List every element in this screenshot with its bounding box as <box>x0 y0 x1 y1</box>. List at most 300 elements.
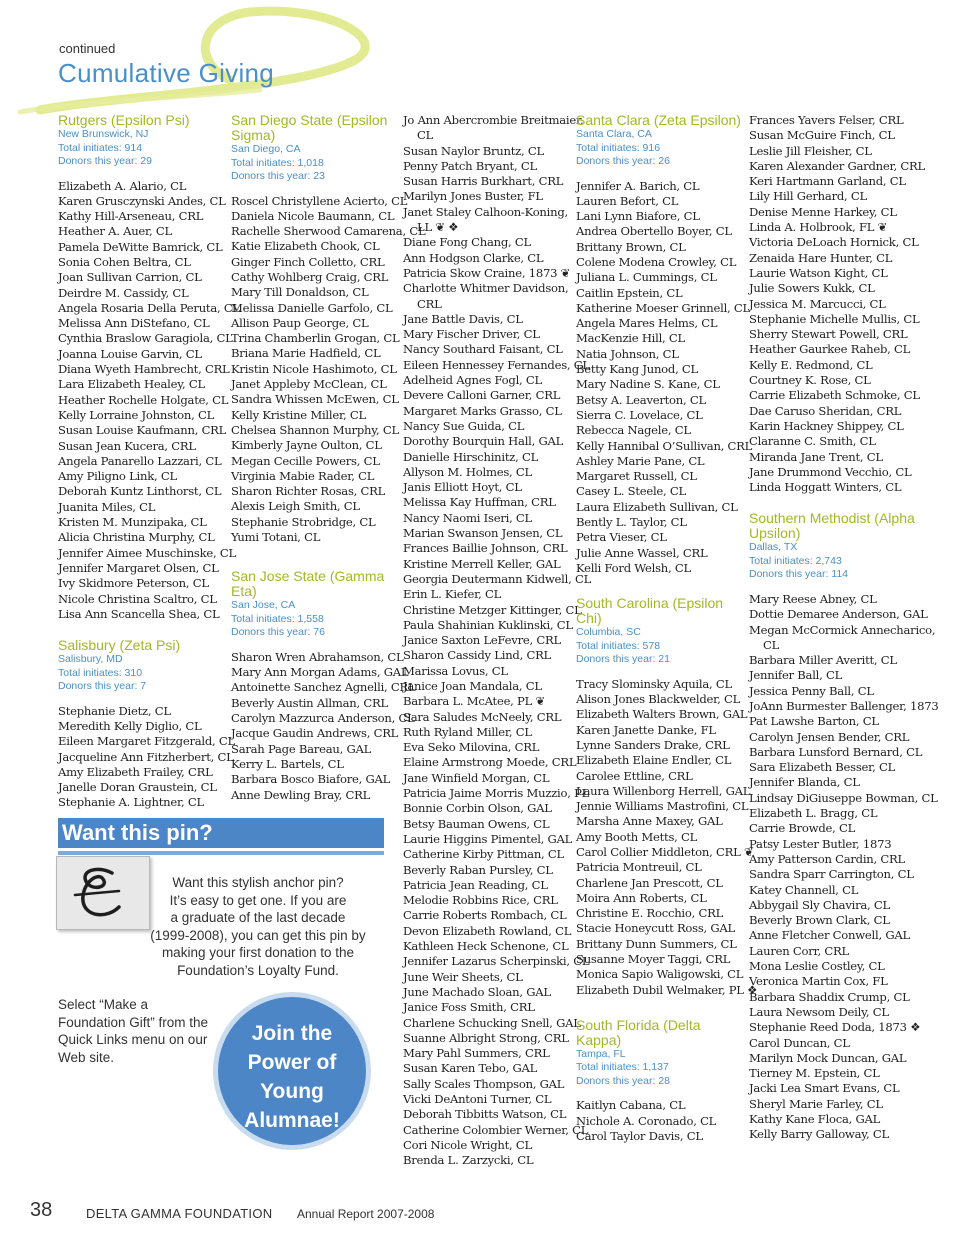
donor-name: Jane Winfield Morgan, CL <box>403 770 550 785</box>
chapter-initiates: Total initiates: 916 <box>576 141 661 154</box>
donor-name: MacKenzie Hill, CL <box>576 331 685 346</box>
pin-banner <box>58 818 384 848</box>
donor-name: Kaitlyn Cabana, CL <box>576 1098 686 1113</box>
donor-name: Melissa Kay Huffman, CRL <box>403 495 556 510</box>
donor-name: Elaine Armstrong Moede, CRL <box>403 755 577 770</box>
donor-name: Amy Piligno Link, CL <box>58 469 177 484</box>
donor-list <box>576 178 753 577</box>
donor-name: Pat Lawshe Barton, CL <box>749 714 879 729</box>
donor-name: Janis Elliott Hoyt, CL <box>403 480 522 495</box>
donor-name: Ivy Skidmore Peterson, CL <box>58 576 209 591</box>
chapter-block <box>58 112 240 622</box>
donor-name: Katherine Moeser Grinnell, CL <box>576 300 750 315</box>
donor-name: Lara Elizabeth Healey, CL <box>58 377 205 392</box>
donor-name: Beverly Raban Pursley, CL <box>403 862 553 877</box>
donor-name: Susan Naylor Bruntz, CL <box>403 143 544 158</box>
donor-name: Mary Till Donaldson, CL <box>231 285 369 300</box>
donor-name: Victoria DeLoach Hornick, CL <box>749 235 919 250</box>
donor-name: Catherine Kirby Pittman, CL <box>403 847 564 862</box>
donor-name: Lynne Sanders Drake, CRL <box>576 737 730 752</box>
donor-name: Kristen M. Munzipaka, CL <box>58 515 207 530</box>
chapter-block <box>231 112 426 545</box>
donor-name: Betsy Bauman Owens, CL <box>403 816 550 831</box>
donor-name: Virginia Mabie Rader, CL <box>231 468 375 483</box>
donor-name: Briana Marie Hadfield, CL <box>231 346 381 361</box>
donor-name: Jennifer Lazarus Scherpinski, CL <box>403 954 590 969</box>
donor-name: Patricia Montreuil, CL <box>576 860 702 875</box>
donor-name: Abbygail Sly Chavira, CL <box>749 897 890 912</box>
page-number: 38 <box>30 1199 53 1221</box>
donor-name: Jennifer Margaret Olsen, CL <box>58 560 219 575</box>
donor-name: CRL <box>417 296 442 311</box>
donor-name: Stephanie Dietz, CL <box>58 703 171 718</box>
donor-name: Kelly Hannibal O’Sullivan, CRL <box>576 438 753 453</box>
donor-name: Carrie Roberts Rombach, CL <box>403 908 567 923</box>
donor-name: Stephanie Strobridge, CL <box>231 514 376 529</box>
chapter-initiates: Total initiates: 310 <box>58 666 143 679</box>
donor-name: Janet Appleby McClean, CL <box>231 377 387 392</box>
donor-name: Cynthia Braslow Garagiola, CL <box>58 331 233 346</box>
donor-name: Zenaida Hare Hunter, CL <box>749 250 893 265</box>
donor-name: Daniela Nicole Baumann, CL <box>231 208 395 223</box>
donor-name: Jane Drummond Vecchio, CL <box>749 464 912 479</box>
chapter-title: South Florida (Delta Kappa) <box>576 1016 701 1048</box>
pin-description-line: (1999-2008), you can get this pin by <box>150 927 366 943</box>
donor-name: Antoinette Sanchez Agnelli, CRL <box>231 680 416 695</box>
donor-name: Laura Willenborg Herrell, GAL <box>576 783 751 798</box>
donor-name: Sierra C. Lovelace, CL <box>576 407 703 422</box>
donor-name: Carolyn Jensen Bender, CRL <box>749 729 910 744</box>
donor-name: Janet Staley Calhoon-Koning, <box>403 204 568 219</box>
donor-name: Karin Hackney Shippey, CL <box>749 418 904 433</box>
donor-name: Stacie Honeycutt Ross, GAL <box>576 921 736 936</box>
donor-name: Jennie Williams Mastrofini, CL <box>576 799 749 814</box>
pin-description-line: making your first donation to the <box>161 945 355 960</box>
chapter-block <box>403 113 592 1168</box>
footer-report: Annual Report 2007-2008 <box>297 1207 435 1221</box>
donor-name: Laura Newsom Deily, CL <box>749 1004 889 1019</box>
column-3 <box>403 113 592 1168</box>
donor-list <box>231 193 426 546</box>
pin-instructions: Select “Make a Foundation Gift” from the Quick Links menu on our Web site. <box>58 997 209 1065</box>
chapter-block <box>576 1018 746 1144</box>
chapter-location: San Diego, CA <box>231 143 301 155</box>
join-badge-line: Young <box>260 1080 324 1103</box>
donor-name: Charlene Jan Prescott, CL <box>576 875 723 890</box>
chapter-location: Salisbury, MD <box>58 653 123 666</box>
donor-name: Trina Chamberlin Grogan, CL <box>231 331 400 346</box>
donor-name: Kelly Lorraine Johnston, CL <box>58 407 215 422</box>
donor-name: Ruth Ryland Miller, CL <box>403 724 532 739</box>
donor-name: Carrie Elizabeth Schmoke, CL <box>749 388 920 403</box>
donor-name: Margaret Russell, CL <box>576 469 697 484</box>
anchor-pin-image <box>56 856 150 930</box>
donor-list <box>231 649 416 803</box>
chapter-donors: Donors this year: 29 <box>58 155 152 167</box>
chapter-block <box>749 510 939 1142</box>
donor-name: Lindsay DiGiuseppe Bowman, CL <box>749 790 938 805</box>
donor-name: Ginger Finch Colletto, CRL <box>231 254 385 269</box>
donor-name: Amy Booth Metts, CL <box>576 829 698 844</box>
donor-name: Lisa Ann Scancella Shea, CL <box>58 606 220 621</box>
donor-name: JoAnn Burmester Ballenger, 1873 <box>749 699 939 713</box>
donor-name: Sharon Richter Rosas, CRL <box>231 484 386 499</box>
donor-name: Janice Foss Smith, CRL <box>403 1000 535 1015</box>
chapter-location: Tampa, FL <box>576 1047 626 1060</box>
donor-name: Yumi Totani, CL <box>231 530 321 545</box>
donor-name: Joanna Louise Garvin, CL <box>58 346 202 361</box>
donor-name: Janelle Doran Graustein, CL <box>58 780 217 795</box>
donor-name: June Machado Sloan, GAL <box>403 984 551 999</box>
donor-name: Frances Baillie Johnson, CRL <box>403 541 568 556</box>
donor-name: Miranda Jane Trent, CL <box>749 449 883 464</box>
donor-name: Dorothy Bourquin Hall, GAL <box>403 434 564 449</box>
donor-name: Alexis Leigh Smith, CL <box>231 499 360 514</box>
donor-name: Kelly E. Redmond, CL <box>749 357 873 372</box>
donor-name: Veronica Martin Cox, FL <box>749 974 888 989</box>
donor-name: Rebecca Nagele, CL <box>576 423 691 438</box>
pin-description-line: Foundation’s Loyalty Fund. <box>177 962 339 978</box>
donor-name: Cori Nicole Wright, CL <box>403 1137 532 1152</box>
donor-name: Courtney K. Rose, CL <box>749 373 871 388</box>
donor-name: Kristin Nicole Hashimoto, CL <box>231 361 397 376</box>
donor-name: Barbara Miller Averitt, CL <box>749 653 897 668</box>
donor-name: Angela Mares Helms, CL <box>576 316 718 331</box>
donor-name: Susan Jean Kucera, CRL <box>58 438 196 453</box>
donor-name: Charlene Schucking Snell, GAL <box>403 1015 581 1030</box>
donor-name: Deborah Tibbitts Watson, CL <box>403 1107 567 1122</box>
donor-name: Tracy Slominsky Aquila, CL <box>576 676 732 691</box>
donor-name: Sharon Wren Abrahamson, CL <box>231 649 404 664</box>
donor-name: Nancy Southard Faisant, CL <box>403 342 563 357</box>
column-1 <box>58 112 240 811</box>
donor-name: Kerry L. Bartels, CL <box>231 756 344 771</box>
donor-name: Denise Menne Harkey, CL <box>749 204 897 219</box>
donor-name: Angela Panarello Lazzari, CL <box>58 453 222 468</box>
chapter-block <box>576 112 753 576</box>
donor-name: Sally Scales Thompson, GAL <box>403 1076 565 1091</box>
donor-name: Ashley Marie Pane, CL <box>576 453 705 468</box>
donor-name: Allison Paup George, CL <box>231 315 369 330</box>
donor-name: Betsy A. Leaverton, CL <box>576 392 706 407</box>
donor-name: Sandra Sparr Carrington, CL <box>749 867 914 882</box>
donor-name: Patricia Jean Reading, CL <box>403 877 548 892</box>
donor-name: Monica Sapio Waligowski, CL <box>576 967 744 982</box>
join-badge-line: Alumnae! <box>244 1109 340 1132</box>
donor-name: Carolee Ettline, CRL <box>576 768 693 783</box>
donor-name: Heather Gaurkee Raheb, CL <box>749 342 911 357</box>
donor-name: Suanne Albright Strong, CRL <box>403 1030 569 1045</box>
join-badge <box>213 992 371 1150</box>
donor-name: Kathleen Heck Schenone, CL <box>403 939 569 954</box>
donor-name: Jessica Penny Ball, CL <box>749 683 874 698</box>
donor-name: Anne Fletcher Conwell, GAL <box>749 928 910 943</box>
chapter-location: Dallas, TX <box>749 541 798 554</box>
donor-name: Lily Hill Gerhard, CL <box>749 189 867 204</box>
donor-name: Lani Lynn Biafore, CL <box>576 209 700 224</box>
pin-description-line: Want this stylish anchor pin? <box>172 875 344 890</box>
pin-banner-stripe <box>58 851 384 855</box>
donor-name: Sara Saludes McNeely, CRL <box>403 709 562 724</box>
donor-name: Patricia Skow Craine, 1873 ❦ <box>403 265 571 280</box>
donor-name: Katie Elizabeth Chook, CL <box>231 239 380 254</box>
donor-name: Jennifer Aimee Muschinske, CL <box>58 545 236 560</box>
donor-name: Sharon Cassidy Lind, CRL <box>403 648 552 663</box>
donor-name: Jane Battle Davis, CL <box>403 311 523 326</box>
chapter-location: Columbia, SC <box>576 626 641 639</box>
donor-name: Georgia Deutermann Kidwell, CL <box>403 571 592 586</box>
donor-name: Claranne C. Smith, CL <box>749 434 876 449</box>
chapter-initiates: Total initiates: 1,137 <box>576 1061 669 1074</box>
donor-name: Laurie Higgins Pimentel, GAL <box>403 831 573 846</box>
chapter-title: Southern Methodist (Alpha Upsilon) <box>749 510 915 542</box>
chapter-initiates: Total initiates: 1,558 <box>231 612 324 625</box>
donor-name: Petra Vieser, CL <box>576 530 667 545</box>
donor-name: Diane Fong Chang, CL <box>403 235 531 250</box>
donor-name: Dae Caruso Sheridan, CRL <box>749 403 902 418</box>
donor-name: Stephanie Michelle Mullis, CL <box>749 311 920 326</box>
donor-name: Susan Harris Burkhart, CRL <box>403 174 564 189</box>
donor-name: Cathy Wohlberg Craig, CRL <box>231 269 389 284</box>
donor-name: Laura Elizabeth Sullivan, CL <box>576 499 738 514</box>
donor-name: Vicki DeAntoni Turner, CL <box>403 1092 552 1106</box>
donor-name: Janice Joan Mandala, CL <box>403 678 542 693</box>
donor-name: Carol Taylor Davis, CL <box>576 1129 703 1144</box>
donor-name: Mary Reese Abney, CL <box>749 591 877 606</box>
donor-list <box>576 1098 746 1144</box>
donor-name: Deirdre M. Cassidy, CL <box>58 285 189 300</box>
donor-name: Tierney M. Epstein, CL <box>749 1066 880 1081</box>
donor-name: Julie Anne Wassel, CRL <box>576 545 708 560</box>
donor-name: Devon Elizabeth Rowland, CL <box>403 923 572 938</box>
donor-name: Dottie Demaree Anderson, GAL <box>749 607 928 622</box>
donor-name: Julie Sowers Kukk, CL <box>749 281 875 296</box>
donor-name: Sheryl Marie Farley, CL <box>749 1096 883 1111</box>
chapter-initiates: Total initiates: 914 <box>58 141 143 154</box>
donor-name: Juliana L. Cummings, CL <box>576 270 717 285</box>
donor-name: Ann Hodgson Clarke, CL <box>403 250 544 265</box>
donor-name: Caitlin Epstein, CL <box>576 285 683 300</box>
donor-name: Linda A. Holbrook, FL ❦ <box>749 220 888 235</box>
chapter-title: San Jose State (Gamma Eta) <box>231 568 385 600</box>
donor-name: Juanita Miles, CL <box>58 499 156 514</box>
donor-name: Kathy Hill-Arseneau, CRL <box>58 209 204 224</box>
donor-name: Nichole A. Coronado, CL <box>576 1113 717 1128</box>
chapter-location: New Brunswick, NJ <box>58 128 149 140</box>
chapter-donors: Donors this year: 21 <box>576 653 670 666</box>
donor-name: Brittany Brown, CL <box>576 239 686 254</box>
donor-name: Marissa Lovus, CL <box>403 663 508 678</box>
donor-name: Mona Leslie Costley, CL <box>749 959 885 974</box>
donor-name: Janice Saxton LeFevre, CRL <box>403 633 561 648</box>
donor-list <box>576 676 758 998</box>
donor-name: Jacque Gaudin Andrews, CRL <box>231 726 399 741</box>
pin-banner-title: Want this pin? <box>62 820 213 845</box>
donor-name: Allyson M. Holmes, CL <box>403 464 532 479</box>
donor-name: Marilyn Mock Duncan, GAL <box>749 1050 907 1065</box>
donor-list <box>403 113 592 1168</box>
donor-name: Lauren Befort, CL <box>576 193 679 208</box>
donor-name: Carol Duncan, CL <box>749 1035 850 1050</box>
donor-name: Karen Grusczynski Andes, CL <box>58 193 226 208</box>
donor-name: Amy Elizabeth Frailey, CRL <box>58 764 213 779</box>
donor-name: Susan Louise Kaufmann, CRL <box>58 423 227 438</box>
donor-name: Nancy Naomi Iseri, CL <box>403 510 533 525</box>
donor-name: Meredith Kelly Diglio, CL <box>58 718 202 733</box>
donor-name: Pamela DeWitte Bamrick, CL <box>58 239 223 254</box>
donor-name: Sandra Whissen McEwen, CL <box>231 392 399 407</box>
donor-name: Marsha Anne Maxey, GAL <box>576 814 723 829</box>
donor-name: Adelheid Agnes Fogl, CL <box>403 373 542 388</box>
donor-name: Kimberly Jayne Oulton, CL <box>231 438 382 453</box>
donor-name: Catherine Colombier Werner, CL <box>403 1122 589 1137</box>
donor-name: Nicole Christina Scaltro, CL <box>58 591 217 606</box>
donor-name: Barbara Bosco Biafore, GAL <box>231 772 391 787</box>
donor-name: Andrea Obertello Boyer, CL <box>576 224 732 239</box>
donor-name: Alicia Christina Murphy, CL <box>58 530 215 545</box>
donor-name: Sherry Stewart Powell, CRL <box>749 327 908 342</box>
donor-name: Frances Yavers Felser, CRL <box>749 113 904 127</box>
donor-name: Jennifer A. Barich, CL <box>576 178 700 193</box>
donor-name: Stephanie Reed Doda, 1873 ❖ <box>749 1020 921 1035</box>
donor-name: Mary Fischer Driver, CL <box>403 327 540 342</box>
donor-name: Carolyn Mazzurca Anderson, CL <box>231 711 415 726</box>
chapter-location: San Jose, CA <box>231 599 296 612</box>
donor-name: Marian Swanson Jensen, CL <box>403 526 563 541</box>
donor-name: Margaret Marks Grasso, CL <box>403 403 562 418</box>
donor-name: Elizabeth A. Alario, CL <box>58 178 187 193</box>
donor-name: Jo Ann Abercrombie Breitmaier, <box>403 113 584 127</box>
donor-name: Betty Kang Junod, CL <box>576 362 699 377</box>
donor-name: Susan McGuire Finch, CL <box>749 128 895 143</box>
chapter-donors: Donors this year: 76 <box>231 626 325 639</box>
donor-name: Devere Calloni Garner, CRL <box>403 388 561 403</box>
donor-name: Eileen Margaret Fitzgerald, CL <box>58 734 235 749</box>
donor-name: Mary Ann Morgan Adams, GAL <box>231 665 409 680</box>
donor-name: Linda Hoggatt Winters, CL <box>749 480 902 495</box>
donor-name: Sara Elizabeth Besser, CL <box>749 760 896 775</box>
donor-name: Roscel Christyllene Acierto, CL <box>231 193 408 208</box>
donor-name: Paula Shahinian Kuklinski, CL <box>403 617 573 632</box>
donor-name: Elizabeth Walters Brown, GAL <box>576 707 748 722</box>
join-badge-line: Power of <box>247 1051 337 1074</box>
donor-name: Melissa Ann DiStefano, CL <box>58 316 210 331</box>
chapter-donors: Donors this year: 28 <box>576 1074 670 1087</box>
donor-list <box>58 703 235 811</box>
chapter-block <box>749 113 925 495</box>
donor-list <box>58 178 240 623</box>
donor-name: Deborah Kuntz Linthorst, CL <box>58 484 222 499</box>
donor-name: Amy Patterson Cardin, CRL <box>749 851 905 866</box>
donor-name: Charlotte Whitmer Davidson, <box>403 281 569 296</box>
donor-name: Jacqueline Ann Fitzherbert, CL <box>58 749 234 764</box>
donor-name: Joan Sullivan Carrion, CL <box>58 270 202 285</box>
donor-name: Beverly Austin Allman, CRL <box>231 695 388 710</box>
donor-name: Jessica M. Marcucci, CL <box>749 296 886 311</box>
donor-name: Chelsea Shannon Murphy, CL <box>231 422 399 437</box>
donor-name: Elizabeth Dubil Welmaker, PL ❖ <box>576 982 758 997</box>
chapter-title: Rutgers (Epsilon Psi) <box>58 112 190 128</box>
donor-name: Penny Patch Bryant, CL <box>403 158 537 173</box>
donor-name: Barbara L. McAtee, PL ❦ <box>403 694 545 709</box>
donor-name: Eva Seko Milovina, CRL <box>403 740 540 755</box>
donor-name: Heather Rochelle Holgate, CL <box>58 392 229 407</box>
donor-name: Alison Jones Blackwelder, CL <box>576 692 741 707</box>
donor-name: Sonia Cohen Beltra, CL <box>58 254 191 269</box>
pin-description <box>140 874 376 979</box>
donor-name: Kelly Kristine Miller, CL <box>231 407 366 422</box>
donor-name: Jennifer Ball, CL <box>749 668 843 683</box>
donor-name: Elizabeth Elaine Endler, CL <box>576 753 732 768</box>
donor-name: Melissa Danielle Garfolo, CL <box>231 300 393 315</box>
chapter-title: San Diego State (Epsilon Sigma) <box>231 112 388 143</box>
donor-name: Bonnie Corbin Olson, GAL <box>403 801 552 816</box>
chapter-title: South Carolina (Epsilon Chi) <box>576 595 724 627</box>
donor-name: Mary Pahl Summers, CRL <box>403 1046 550 1061</box>
donor-name: Moira Ann Roberts, CL <box>576 890 707 905</box>
donor-name: Eileen Hennessey Fernandes, CL <box>403 357 590 372</box>
chapter-donors: Donors this year: 26 <box>576 155 670 167</box>
donor-name: Karen Alexander Gardner, CRL <box>749 158 925 173</box>
column-4 <box>576 112 758 1144</box>
donor-name: Patsy Lester Butler, 1873 <box>749 836 892 851</box>
donor-name: Megan Cecille Powers, CL <box>231 453 380 468</box>
donor-list <box>749 113 925 495</box>
donor-name: June Weir Sheets, CL <box>403 969 523 984</box>
donor-name: Megan McCormick Annecharico, <box>749 622 936 637</box>
donor-name: Mary Nadine S. Kane, CL <box>576 377 720 392</box>
donor-name: Katey Channell, CL <box>749 882 859 897</box>
donor-name: Natia Johnson, CL <box>576 346 679 361</box>
donor-name: Brenda L. Zarzycki, CL <box>403 1153 534 1168</box>
pin-description-line: It’s easy to get one. If you are <box>169 892 347 908</box>
donor-name: Laurie Watson Kight, CL <box>749 265 888 280</box>
column-5 <box>749 113 939 1143</box>
chapter-initiates: Total initiates: 578 <box>576 639 661 652</box>
donor-name: CL <box>417 128 434 143</box>
donor-name: Rachelle Sherwood Camarena, CL <box>231 224 426 239</box>
donor-name: Beverly Brown Clark, CL <box>749 913 890 928</box>
chapter-initiates: Total initiates: 1,018 <box>231 156 324 169</box>
donor-name: Colene Modena Crowley, CL <box>576 254 737 269</box>
donor-name: Anne Dewling Bray, CRL <box>231 787 371 802</box>
chapter-initiates: Total initiates: 2,743 <box>749 554 842 567</box>
donor-name: Kelli Ford Welsh, CL <box>576 560 691 575</box>
donor-name: Kristine Merrell Keller, GAL <box>403 556 561 571</box>
chapter-donors: Donors this year: 114 <box>749 568 849 581</box>
donor-name: Diana Wyeth Hambrecht, CRL <box>58 362 230 377</box>
page-title: Cumulative Giving <box>58 58 275 88</box>
donor-name: Casey L. Steele, CL <box>576 484 686 499</box>
pin-description-line: a graduate of the last decade <box>170 910 346 925</box>
donor-name: Susanne Moyer Taggi, CRL <box>576 952 731 967</box>
donor-name: Erin L. Kiefer, CL <box>403 587 502 602</box>
donor-name: Carrie Browde, CL <box>749 821 856 836</box>
donor-name: Sarah Page Bareau, GAL <box>231 741 372 756</box>
join-badge-text <box>218 1019 366 1135</box>
donor-name: CL <box>763 637 780 652</box>
donor-name: Brittany Dunn Summers, CL <box>576 936 737 951</box>
donor-list <box>749 591 939 1143</box>
chapter-block <box>576 595 758 998</box>
donor-name: Karen Janette Danke, FL <box>576 722 716 737</box>
donor-name: Melodie Robbins Rice, CRL <box>403 893 558 908</box>
donor-name: Danielle Hirschinitz, CL <box>403 449 539 464</box>
donor-name: Angela Rosaria Della Peruta, CL <box>58 300 240 315</box>
chapter-block <box>58 637 235 811</box>
donor-name: Elizabeth L. Bragg, CL <box>749 806 878 821</box>
join-badge-line: Join the <box>251 1022 333 1045</box>
